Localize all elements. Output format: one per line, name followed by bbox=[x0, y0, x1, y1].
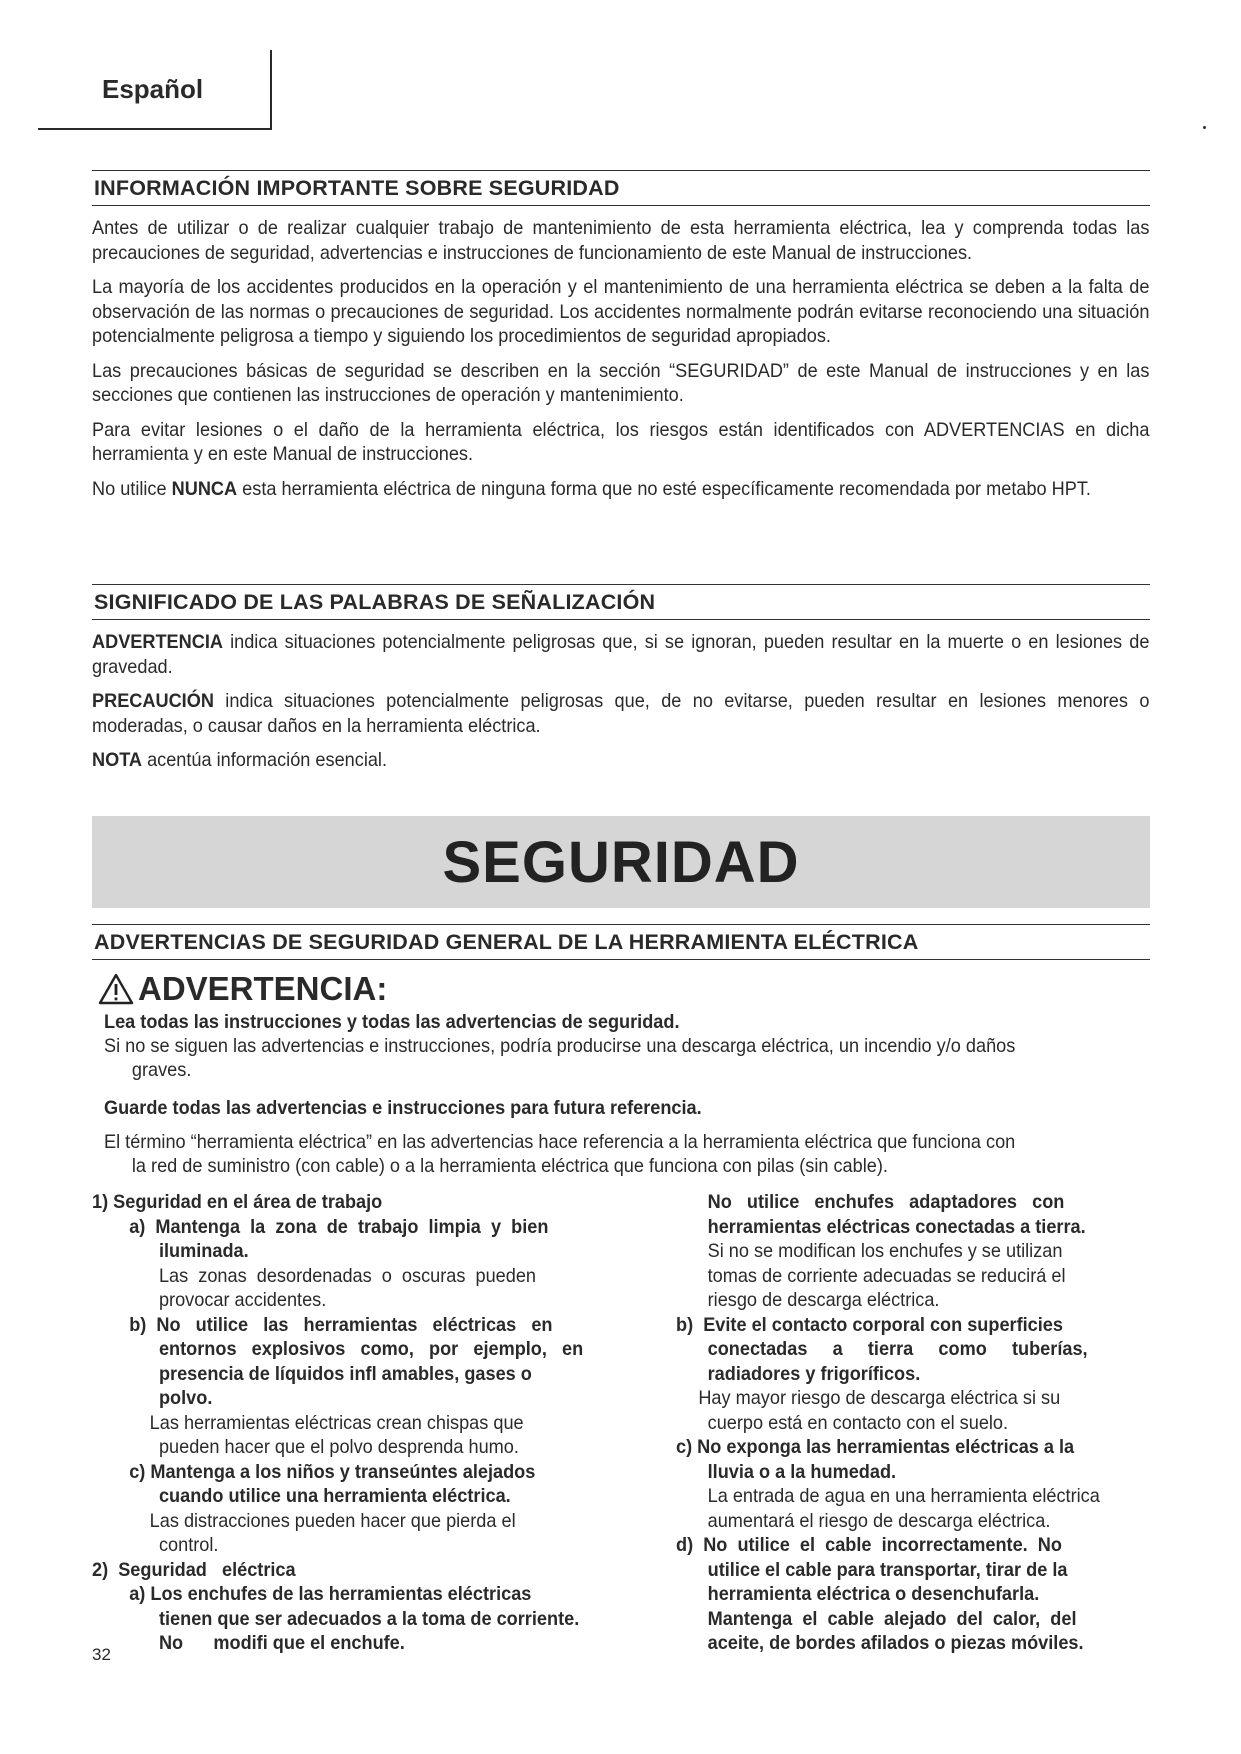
warning-label: ADVERTENCIA: bbox=[138, 970, 388, 1007]
section-heading-important-info: INFORMACIÓN IMPORTANTE SOBRE SEGURIDAD bbox=[92, 170, 1150, 206]
signal-word-definitions bbox=[92, 630, 1150, 783]
definition-nota: NOTA acentúa información esencial. bbox=[92, 749, 387, 771]
rule-text: Si no se modifican los enchufes y se utilizan bbox=[707, 1240, 1063, 1262]
paragraph: La mayoría de los accidentes producidos en la operación y el mantenimiento de una herramienta eléctrica se deben a la falta de observación de las normas o precauciones de seguridad. Los accidentes normalmente podrán evitarse reconociendo una situación potencialmente peligrosa a tiempo y siguiendo los procedimientos de seguridad apropiados. bbox=[92, 276, 1150, 347]
rule-text: pueden hacer que el polvo desprenda humo. bbox=[158, 1436, 519, 1458]
rule-text: Hay mayor riesgo de descarga eléctrica si su bbox=[698, 1387, 1061, 1409]
rule-text: aumentará el riesgo de descarga eléctrica. bbox=[707, 1509, 1051, 1532]
warning-title bbox=[98, 970, 387, 1008]
rule-heading: d) No utilice el cable incorrectamente. No bbox=[676, 1534, 1062, 1556]
rule-text: provocar accidentes. bbox=[158, 1289, 327, 1311]
banner-title: SEGURIDAD bbox=[442, 829, 800, 895]
rule-heading: tienen que ser adecuados a la toma de corriente. bbox=[158, 1607, 580, 1630]
definition-precaucion: PRECAUCIÓN indica situaciones potencialmente peligrosas que, de no evitarse, pueden resultar en lesiones menores o moderadas, o causar daños en la herramienta eléctrica. bbox=[92, 690, 1150, 737]
rule-heading: b) Evite el contacto corporal con superficies bbox=[676, 1313, 1063, 1336]
section-important-info-body bbox=[92, 216, 1150, 511]
section-heading-general-warnings: ADVERTENCIAS DE SEGURIDAD GENERAL DE LA HERRAMIENTA ELÉCTRICA bbox=[92, 924, 1150, 960]
rule-heading: utilice el cable para transportar, tirar de la bbox=[707, 1558, 1068, 1581]
right-column bbox=[676, 1190, 1156, 1656]
seguridad-banner bbox=[92, 816, 1150, 908]
warning-read-all: Lea todas las instrucciones y todas las advertencias de seguridad. bbox=[104, 1011, 680, 1033]
rule-text: tomas de corriente adecuadas se reducirá el bbox=[707, 1264, 1066, 1287]
rule-heading: conectadas a tierra como tuberías, bbox=[707, 1338, 1088, 1360]
definition-advertencia: ADVERTENCIA indica situaciones potencialmente peligrosas que, si se ignoran, pueden resultar en la muerte o en lesiones de gravedad. bbox=[92, 631, 1150, 678]
rule-heading: presencia de líquidos infl amables, gases o polvo. bbox=[158, 1362, 532, 1409]
rule-heading: b) No utilice las herramientas eléctricas en bbox=[129, 1313, 553, 1336]
rule-heading: No modifi que el enchufe. bbox=[158, 1632, 405, 1654]
paragraph: Antes de utilizar o de realizar cualquier trabajo de mantenimiento de esta herramienta eléctrica, lea y comprenda todas las precauciones de seguridad, advertencias e instrucciones de funcionamiento de este Manual de instrucciones. bbox=[92, 217, 1150, 264]
warning-text: la red de suministro (con cable) o a la herramienta eléctrica que funciona con pilas (sin cable). bbox=[131, 1155, 888, 1177]
paragraph: Las precauciones básicas de seguridad se describen en la sección “SEGURIDAD” de este Manual de instrucciones y en las secciones que contienen las instrucciones de operación y mantenimiento. bbox=[92, 359, 1150, 406]
rule-heading: Mantenga el cable alejado del calor, del bbox=[707, 1607, 1077, 1630]
paragraph: No utilice NUNCA esta herramienta eléctrica de ninguna forma que no esté específicamente recomendada por metabo HPT. bbox=[92, 477, 1091, 500]
rule-heading: No utilice enchufes adaptadores con bbox=[707, 1191, 1065, 1213]
rule-heading: iluminada. bbox=[158, 1240, 249, 1262]
warning-text: Si no se siguen las advertencias e instrucciones, podría producirse una descarga eléctrica, un incendio y/o daños bbox=[104, 1035, 1016, 1057]
rule-heading: entornos explosivos como, por ejemplo, en bbox=[158, 1338, 584, 1360]
language-tab bbox=[38, 50, 272, 130]
rule-text: Las distracciones pueden hacer que pierda el bbox=[149, 1509, 516, 1532]
general-warning-block bbox=[104, 1010, 1154, 1178]
rule-text: La entrada de agua en una herramienta eléctrica bbox=[707, 1485, 1100, 1507]
rule-heading: radiadores y frigoríficos. bbox=[707, 1362, 921, 1385]
warning-triangle-icon bbox=[98, 973, 134, 1005]
page-number: 32 bbox=[92, 1645, 111, 1664]
paragraph: Para evitar lesiones o el daño de la herramienta eléctrica, los riesgos están identificados con ADVERTENCIAS en dicha herramienta y en este Manual de instrucciones. bbox=[92, 418, 1150, 465]
rule-heading: lluvia o a la humedad. bbox=[707, 1460, 897, 1483]
left-column bbox=[92, 1190, 622, 1656]
rule-text: riesgo de descarga eléctrica. bbox=[707, 1289, 940, 1311]
rule-heading: a) Los enchufes de las herramientas eléctricas bbox=[129, 1583, 532, 1605]
warning-save-all: Guarde todas las advertencias e instrucciones para futura referencia. bbox=[104, 1097, 702, 1119]
warning-text: El término “herramienta eléctrica” en las advertencias hace referencia a la herramienta eléctrica que funciona con bbox=[104, 1131, 1016, 1153]
rule-heading: aceite, de bordes afilados o piezas móviles. bbox=[707, 1632, 1084, 1654]
rule-heading: c) Mantenga a los niños y transeúntes alejados bbox=[129, 1460, 536, 1483]
rule-text: control. bbox=[158, 1534, 219, 1556]
language-label: Español bbox=[102, 74, 204, 104]
rule-text: cuerpo está en contacto con el suelo. bbox=[707, 1411, 1009, 1434]
scan-dot bbox=[1203, 126, 1206, 129]
warning-text: graves. bbox=[131, 1059, 192, 1081]
section-heading-signal-words: SIGNIFICADO DE LAS PALABRAS DE SEÑALIZACIÓN bbox=[92, 584, 1150, 620]
heading-work-area-safety: 1) Seguridad en el área de trabajo bbox=[92, 1191, 383, 1213]
heading-electrical-safety: 2) Seguridad eléctrica bbox=[92, 1558, 296, 1581]
rule-heading: c) No exponga las herramientas eléctricas a la bbox=[676, 1436, 1075, 1458]
rule-text: Las herramientas eléctricas crean chispas que bbox=[149, 1411, 524, 1434]
rule-heading: cuando utilice una herramienta eléctrica. bbox=[158, 1485, 511, 1507]
rule-heading: herramientas eléctricas conectadas a tierra. bbox=[707, 1215, 1086, 1238]
rule-heading: herramienta eléctrica o desenchufarla. bbox=[707, 1583, 1040, 1605]
rule-heading: a) Mantenga la zona de trabajo limpia y bien bbox=[129, 1215, 549, 1238]
rule-text: Las zonas desordenadas o oscuras pueden bbox=[158, 1264, 537, 1287]
